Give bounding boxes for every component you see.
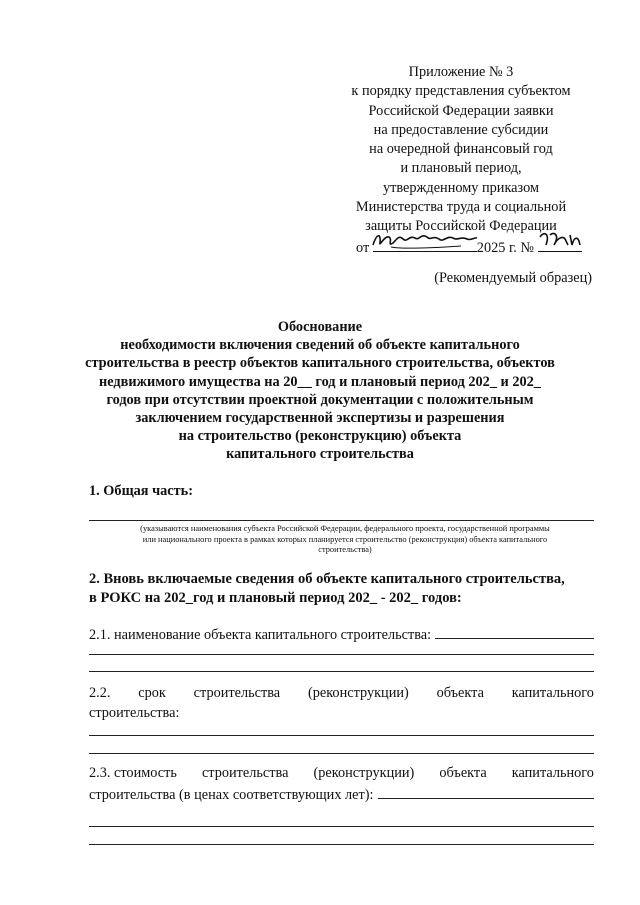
section-2-heading (89, 570, 594, 608)
item-2-3-line (89, 826, 594, 827)
item-2-3-word: (реконструкции) (313, 765, 415, 781)
title-line: необходимости включения сведений об объекте капитального (120, 337, 520, 354)
appendix-line: утвержденному приказом (382, 179, 540, 196)
appendix-line: к порядку представления субъектом (351, 83, 571, 100)
section-1-heading: 1. Общая часть: (89, 483, 193, 499)
item-2-3-line1 (89, 764, 594, 784)
item-2-3-line2 (89, 784, 594, 806)
title-line: заключением государственной экспертизы и разрешения (135, 410, 505, 427)
item-2-3 (89, 764, 594, 805)
appendix-line: защиты Российской Федерации (365, 218, 557, 235)
recommended-sample-label: (Рекомендуемый образец) (434, 270, 592, 286)
order-reference (330, 237, 592, 258)
item-2-2-word: объекта (436, 685, 484, 701)
document-title (60, 318, 580, 464)
title-line: недвижимого имущества на 20__ год и плановый период 202_ и 202_ (99, 373, 541, 390)
item-2-3-word: строительства (201, 765, 289, 781)
order-year: 2025 г. № (476, 239, 535, 256)
section-2-heading-line: в РОКС на 202_год и плановый период 202_ - 202_ годов: (89, 590, 462, 606)
appendix-line: Приложение № 3 (408, 64, 514, 80)
item-2-1 (89, 624, 594, 646)
item-2-2-line2: строительства: (89, 704, 180, 721)
item-2-1-line (89, 671, 594, 672)
appendix-line: на очередной финансовый год (369, 141, 553, 158)
item-2-2-word: 2.2. (89, 685, 111, 701)
item-2-2-line (89, 753, 594, 754)
order-prefix: от (356, 239, 370, 256)
title-line: годов при отсутствии проектной документации с положительным (106, 391, 534, 408)
appendix-line: на предоставление субсидии (373, 121, 549, 138)
item-2-3-line (89, 844, 594, 845)
appendix-line: Российской Федерации заявки (368, 102, 554, 119)
title-line: на строительство (реконструкцию) объекта (178, 428, 462, 445)
item-2-1-fill-line (435, 624, 594, 639)
item-2-3-word: объекта (439, 765, 487, 781)
item-2-2-line (89, 735, 594, 736)
note-line: или национального проекта в рамках которых планируется строительство (реконструкция) объекта капитального (142, 534, 548, 544)
section-2-heading-line: 2. Вновь включаемые сведения об объекте капитального строительства, (89, 571, 565, 587)
item-2-1-line (89, 654, 594, 655)
appendix-line: Министерства труда и социальной (355, 199, 567, 216)
item-2-3-word: 2.3. стоимость (89, 765, 177, 781)
section-1-fill-line (89, 520, 594, 521)
item-2-3-fill-line (378, 784, 594, 799)
item-2-2-word: срок (138, 685, 166, 701)
appendix-line: и плановый период, (400, 160, 522, 177)
item-2-3-label: строительства (в ценах соответствующих лет): (89, 786, 374, 803)
item-2-1-label: 2.1. наименование объекта капитального строительства: (89, 627, 432, 643)
item-2-2-word: капитального (511, 685, 594, 701)
item-2-2-line1 (89, 684, 594, 704)
title-line: строительства в реестр объектов капитального строительства, объектов (85, 355, 555, 372)
title-line: Обоснование (277, 319, 363, 335)
item-2-2-word: (реконструкции) (307, 685, 409, 701)
item-2-3-word: капитального (511, 765, 594, 781)
title-line: капитального строительства (226, 446, 414, 463)
appendix-header (330, 63, 592, 258)
item-2-2 (89, 684, 594, 723)
handwritten-date-signature (373, 237, 477, 252)
note-line: (указываются наименования субъекта Российской Федерации, федерального проекта, государственной программы (140, 524, 550, 533)
note-line: строительства) (318, 545, 372, 554)
item-2-2-word: строительства (193, 685, 281, 701)
handwritten-number-signature (538, 237, 582, 252)
section-1-note (96, 524, 594, 556)
